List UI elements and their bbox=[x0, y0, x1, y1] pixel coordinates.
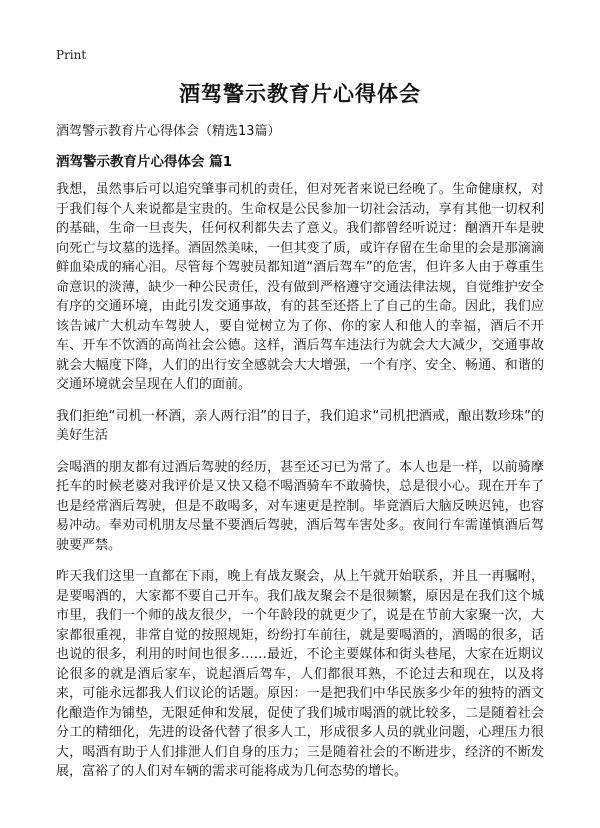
section-heading: 酒驾警示教育片心得体会 篇1 bbox=[56, 154, 233, 170]
paragraph: 我们拒绝“司机一杯酒，亲人两行泪”的日子，我们追求“司机把酒戒，酿出数珍珠”的美好生活 bbox=[56, 408, 544, 443]
document-title: 酒驾警示教育片心得体会 bbox=[179, 82, 421, 106]
document-subtitle: 酒驾警示教育片心得体会（精选13篇） bbox=[56, 124, 281, 139]
paragraph: 昨天我们这里一直都在下雨，晚上有战友聚会，从上午就开始联系，并且一再嘱咐，是要喝酒的，大家都不要自己开车。我们战友聚会不是很频繁，原因是在我们这个城市里，我们一个师的战友很少，一个年龄段的就更少了，说是在节前大家聚一次，大家都很重视，非常自觉的按照规矩，纷纷打车前往，就是要喝酒的，酒喝的很多，话也说的很多，利用的时间也很多……最近，不论主要媒体和街头巷尾，大家在近期议论很多的就是酒后家车，说起酒后驾车，人们都很耳熟，不论过去和现在，以及将来，可能永远都我人们议论的话题。原因：一是把我们中华民族多少年的独特的酒文化酿造作为铺垫，无限延伸和发展，促使了我们城市喝酒的就比较多，二是随着社会分工的精细化，先进的设备代替了很多人工，形成很多人员的就业问题，心理压力很大，喝酒有助于人们排泄人们自身的压力；三是随着社会的不断进步，经济的不断发展，富裕了的人们对车辆的需求可能将成为几何态势的增长。 bbox=[56, 569, 544, 779]
print-link[interactable]: Print bbox=[56, 48, 87, 62]
paragraph: 我想，虽然事后可以追究肇事司机的责任，但对死者来说已经晚了。生命健康权，对于我们每个人来说都是宝贵的。生命权是公民参加一切社会活动，享有其他一切权利的基础，生命一旦丧失，任何权利都失去了意义。我们都曾经听说过：酗酒开车是驶向死亡与坟墓的选择。酒固然美味，一但其变了质，或许存留在生命里的会是那滴滴鲜血染成的痛心泪。尽管每个驾驶员都知道“酒后驾车”的危害，但许多人由于尊重生命意识的淡薄，缺少一种公民责任，没有做到严格遵守交通法律法规，自觉维护安全有序的交通环境，由此引发交通事故，有的甚至还搭上了自己的生命。因此，我们应该告诫广大机动车驾驶人，要自觉树立为了你、你的家人和他人的幸福，酒后不开车、开车不饮酒的高尚社会公德。这样，酒后驾车违法行为就会大大减少，交通事故就会大幅度下降，人们的出行安全感就会大大增强，一个有序、安全、畅通、和谐的交通环境就会呈现在人们的面前。 bbox=[56, 182, 544, 392]
paragraph: 会喝酒的朋友都有过酒后驾驶的经历，甚至还习已为常了。本人也是一样，以前骑摩托车的时候老婆对我评价是又快又稳不喝酒骑车不敢骑快，总是很小心。现在开车了也是经常酒后驾驶，但是不敢喝多，对车速更是控制。毕竟酒后大脑反映迟钝，也容易冲动。奉劝司机朋友尽量不要酒后驾驶，酒后驾车害处多。夜间行车需谨慎酒后驾驶要严禁。 bbox=[56, 459, 544, 553]
document-body bbox=[56, 180, 544, 794]
